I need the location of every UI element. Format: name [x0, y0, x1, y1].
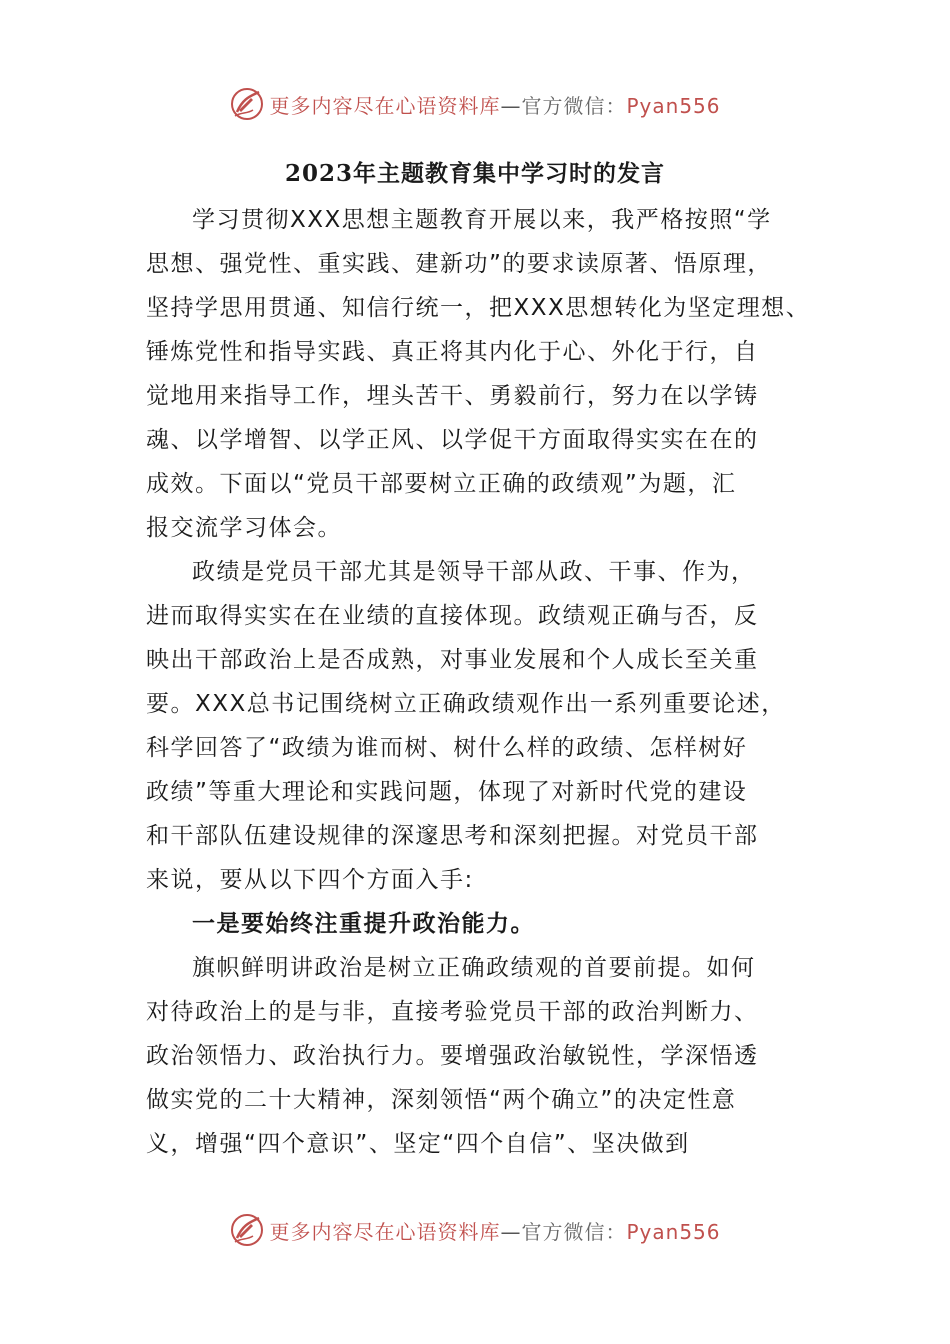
watermark-text — [269, 90, 720, 119]
watermark-label: 官方微信： — [521, 1219, 627, 1244]
text-line: 旗帜鲜明讲政治是树立正确政绩观的首要前提。如何 — [192, 955, 756, 981]
watermark-main: 更多内容尽在心语资料库 — [269, 1219, 501, 1244]
watermark-id: Pyan556 — [626, 1219, 721, 1244]
text-line: 进而取得实实在在业绩的直接体现。政绩观正确与否，反 — [146, 603, 759, 629]
text-line: 政绩”等重大理论和实践问题，体现了对新时代党的建设 — [146, 779, 748, 805]
watermark-dash: — — [500, 1219, 522, 1244]
pen-logo-icon — [229, 86, 265, 122]
text-line: 锤炼党性和指导实践、真正将其内化于心、外化于行，自 — [146, 339, 759, 365]
document-title: 2023年主题教育集中学习时的发言 — [284, 160, 665, 187]
watermark-label: 官方微信： — [521, 93, 627, 118]
text-line: 义，增强“四个意识”、坚定“四个自信”、坚决做到 — [146, 1131, 690, 1157]
text-line: 和干部队伍建设规律的深邃思考和深刻把握。对党员干部 — [146, 823, 759, 849]
text-line: 魂、以学增智、以学正风、以学促干方面取得实实在在的 — [146, 427, 759, 453]
watermark-main: 更多内容尽在心语资料库 — [269, 93, 501, 118]
watermark-footer — [0, 1208, 950, 1252]
text-line: 成效。下面以“党员干部要树立正确的政绩观”为题，汇 — [146, 471, 737, 497]
text-line: 政治领悟力、政治执行力。要增强政治敏锐性，学深悟透 — [146, 1043, 759, 1069]
text-line: 觉地用来指导工作，埋头苦干、勇毅前行，努力在以学铸 — [146, 383, 759, 409]
text-line: 映出干部政治上是否成熟，对事业发展和个人成长至关重 — [146, 647, 759, 673]
text-line: 学习贯彻XXX思想主题教育开展以来，我严格按照“学 — [192, 207, 772, 233]
text-line: 政绩是党员干部尤其是领导干部从政、干事、作为， — [192, 559, 756, 585]
text-line: 做实党的二十大精神，深刻领悟“两个确立”的决定性意 — [146, 1087, 737, 1113]
text-line: 坚持学思用贯通、知信行统一，把XXX思想转化为坚定理想、 — [146, 295, 811, 321]
text-line: 一是要始终注重提升政治能力。 — [192, 911, 535, 937]
text-line: 思想、强党性、重实践、建新功”的要求读原著、悟原理， — [146, 251, 772, 277]
pen-logo-icon — [229, 1212, 265, 1248]
paragraph — [146, 198, 826, 550]
paragraph — [146, 946, 826, 1166]
watermark-text — [269, 1216, 720, 1245]
paragraph — [146, 550, 826, 902]
text-line: 报交流学习体会。 — [146, 515, 342, 541]
watermark-dash: — — [500, 93, 522, 118]
watermark-id: Pyan556 — [626, 93, 721, 118]
watermark-header — [0, 82, 950, 126]
text-line: 要。XXX总书记围绕树立正确政绩观作出一系列重要论述， — [146, 691, 786, 717]
document-body — [146, 198, 826, 1166]
section-heading — [146, 902, 826, 946]
text-line: 来说，要从以下四个方面入手: — [146, 867, 474, 893]
text-line: 科学回答了“政绩为谁而树、树什么样的政绩、怎样树好 — [146, 735, 748, 761]
text-line: 对待政治上的是与非，直接考验党员干部的政治判断力、 — [146, 999, 759, 1025]
